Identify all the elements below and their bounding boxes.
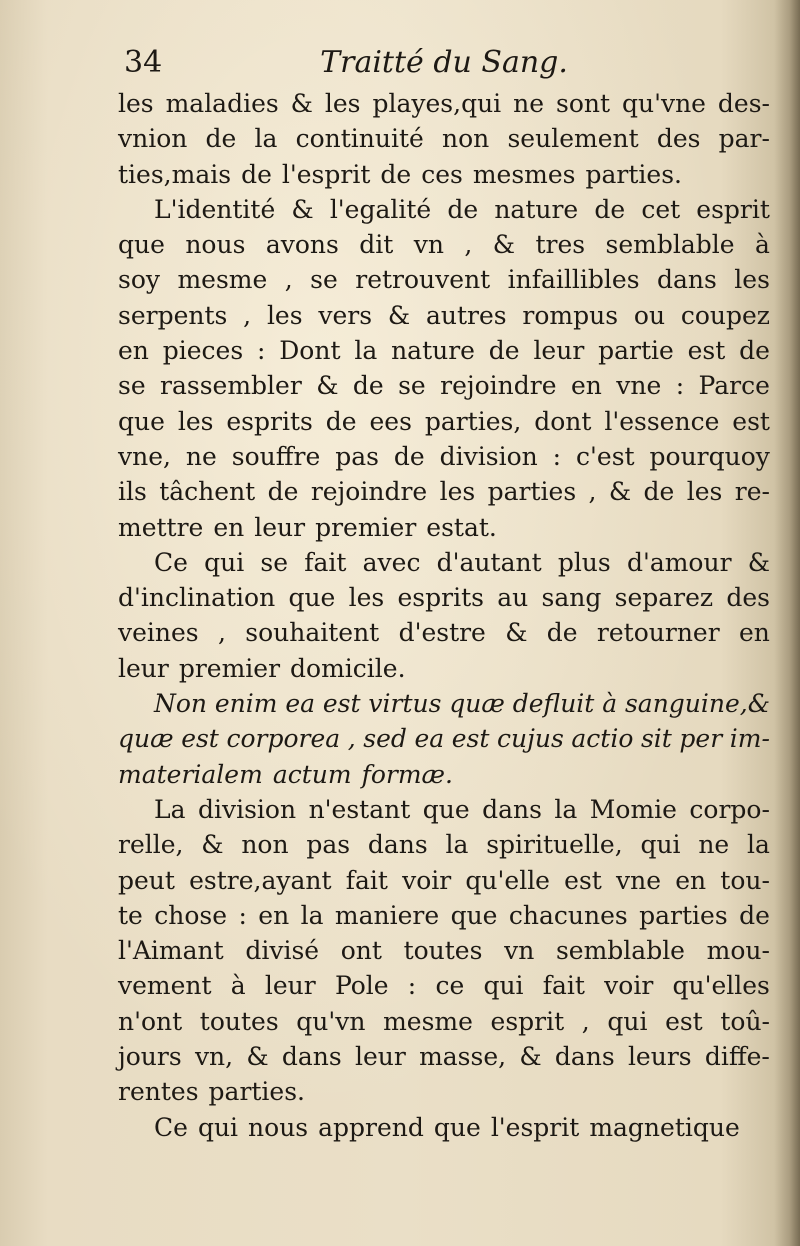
text-line: [118, 545, 770, 580]
word: toutes: [199, 1006, 279, 1036]
word: les: [177, 406, 214, 436]
word: autres: [425, 300, 507, 330]
word: en: [675, 865, 707, 895]
text-line: [118, 757, 770, 792]
text-line: [118, 686, 770, 721]
word: &: [505, 618, 528, 648]
word: de: [643, 477, 675, 507]
word: avec: [362, 547, 421, 577]
word: de: [488, 336, 520, 366]
word: pieces: [162, 336, 244, 366]
text-line: [118, 1074, 770, 1109]
word: que: [422, 794, 470, 824]
word: en: [570, 371, 602, 401]
word: qu'elles: [672, 971, 770, 1001]
word: les: [686, 477, 723, 507]
word: en: [258, 900, 290, 930]
word: les: [348, 583, 385, 613]
word: leur: [118, 653, 169, 683]
word: en: [118, 336, 149, 366]
word: seulement: [507, 124, 639, 154]
text-line: [118, 898, 770, 933]
word: des-: [717, 89, 770, 118]
word: que: [118, 230, 165, 260]
word: la: [354, 336, 378, 366]
word: les: [324, 89, 361, 118]
word: vn: [413, 230, 444, 260]
text-line: [118, 1039, 770, 1074]
word: retourner: [596, 618, 720, 648]
paragraph: [118, 1110, 770, 1145]
word: rejoindre: [310, 477, 428, 507]
text-line: [118, 651, 770, 686]
word: souhaitent: [245, 618, 380, 648]
word: Momie: [589, 794, 677, 824]
word: mettre: [118, 512, 204, 542]
text-line: [118, 121, 770, 156]
word: d'autant: [436, 547, 542, 577]
word: semblable: [605, 230, 735, 260]
word: non: [442, 124, 490, 154]
word: ,: [347, 724, 356, 754]
word: pas: [335, 441, 379, 471]
word: ne: [698, 830, 730, 860]
word: qui: [640, 830, 681, 860]
word: materialem: [118, 759, 263, 789]
page-number: 34: [124, 45, 163, 80]
text-line: [118, 474, 770, 509]
running-head: [118, 40, 770, 86]
word: nature: [391, 336, 475, 366]
text-line: [118, 827, 770, 862]
word: apprend: [318, 1112, 424, 1142]
word: ees: [369, 406, 412, 436]
word: nature: [494, 194, 579, 224]
word: quæ: [449, 689, 505, 719]
word: retrouvent: [355, 265, 491, 295]
word: Parce: [698, 371, 770, 401]
paragraph: [118, 792, 770, 1110]
word: parties.: [585, 159, 682, 189]
word: ,: [464, 230, 473, 260]
word: Dont: [279, 336, 341, 366]
word: sit: [640, 724, 672, 754]
word: division: [197, 794, 297, 824]
word: de: [267, 477, 299, 507]
word: vne: [616, 865, 662, 895]
word: parties,: [424, 406, 522, 436]
word: ,: [588, 477, 597, 507]
word: la: [254, 124, 278, 154]
word: ,: [284, 265, 293, 295]
word: chose: [154, 900, 228, 930]
word: partie: [598, 336, 674, 366]
word: l'esprit: [281, 159, 371, 189]
word: l'esprit: [490, 1112, 580, 1142]
word: L'identité: [154, 194, 276, 224]
word: l'Aimant: [118, 936, 224, 966]
word: leur: [533, 336, 585, 366]
word: est: [732, 406, 770, 436]
word: mesmes: [472, 159, 576, 189]
word: :: [407, 971, 417, 1001]
word: domicile.: [290, 653, 406, 683]
latin-quote-paragraph: [118, 686, 770, 792]
word: ont: [340, 936, 382, 966]
word: leurs: [627, 1042, 692, 1072]
word: sont: [555, 89, 611, 118]
word: ces: [421, 159, 463, 189]
word: dont: [534, 406, 592, 436]
word: de: [205, 124, 237, 154]
word: sanguine,&: [624, 689, 770, 719]
word: à: [754, 230, 770, 260]
word: maniere: [334, 900, 440, 930]
word: masse,: [419, 1042, 507, 1072]
word: de: [352, 371, 384, 401]
word: avons: [265, 230, 339, 260]
word: spirituelle,: [486, 830, 623, 860]
word: au: [497, 583, 529, 613]
word: fait: [542, 971, 585, 1001]
word: defluit: [512, 689, 595, 719]
text-line: [118, 157, 770, 192]
word: pas: [306, 830, 351, 860]
word: que: [118, 406, 165, 436]
word: à: [602, 689, 618, 719]
word: de: [739, 336, 770, 366]
word: dit: [359, 230, 394, 260]
word: La: [154, 794, 186, 824]
word: esprits: [226, 406, 313, 436]
word: est: [564, 865, 602, 895]
word: :: [675, 371, 685, 401]
word: la: [300, 900, 324, 930]
word: de: [380, 159, 412, 189]
word: les: [439, 477, 476, 507]
word: est: [181, 724, 219, 754]
word: &: [291, 194, 314, 224]
word: les: [266, 300, 303, 330]
word: serpents: [118, 300, 228, 330]
text-line: [118, 968, 770, 1003]
word: :: [256, 336, 266, 366]
word: que: [450, 900, 498, 930]
word: soy: [118, 265, 161, 295]
word: ils: [118, 477, 147, 507]
word: &: [290, 89, 313, 118]
word: de: [594, 194, 626, 224]
word: enim: [214, 689, 278, 719]
word: qui: [204, 547, 245, 577]
word: dans: [367, 830, 428, 860]
word: tou-: [720, 865, 770, 895]
word: leur: [264, 971, 316, 1001]
word: de: [546, 618, 578, 648]
word: Ce: [154, 547, 188, 577]
word: ties,mais: [118, 159, 232, 189]
word: semblable: [555, 936, 685, 966]
word: des: [656, 124, 701, 154]
word: rentes: [118, 1077, 199, 1107]
word: vn: [504, 936, 535, 966]
word: que: [433, 1112, 481, 1142]
word: de: [325, 406, 357, 436]
word: im-: [729, 724, 770, 754]
text-line: [118, 439, 770, 474]
word: :: [552, 441, 562, 471]
text-line: [118, 933, 770, 968]
word: d'amour: [626, 547, 732, 577]
gutter-shadow: [774, 0, 800, 1246]
word: divisé: [245, 936, 320, 966]
word: ea: [285, 689, 316, 719]
word: en: [213, 512, 245, 542]
word: Non: [154, 689, 208, 719]
word: esprits: [397, 583, 484, 613]
text-line: [118, 615, 770, 650]
word: l'essence: [604, 406, 720, 436]
word: que: [288, 583, 336, 613]
running-title: Traitté du Sang.: [320, 45, 568, 80]
text-block: [118, 40, 770, 1145]
word: estat.: [426, 512, 497, 542]
word: est: [322, 689, 361, 719]
word: vement: [118, 971, 212, 1001]
text-line: [118, 298, 770, 333]
word: ne: [185, 441, 217, 471]
word: voir: [604, 971, 654, 1001]
word: se: [398, 371, 426, 401]
word: se: [310, 265, 338, 295]
word: sed: [363, 724, 407, 754]
word: pourquoy: [649, 441, 770, 471]
word: de: [739, 900, 770, 930]
word: diffe-: [704, 1042, 770, 1072]
word: leur: [354, 1042, 406, 1072]
word: voir: [402, 865, 452, 895]
word: qu'vn: [296, 1006, 366, 1036]
word: nous: [185, 230, 246, 260]
word: veines: [118, 618, 199, 648]
word: est: [665, 1006, 703, 1036]
text-line: [118, 86, 770, 121]
word: non: [241, 830, 289, 860]
word: te: [118, 900, 143, 930]
word: &: [747, 547, 770, 577]
word: vne,: [118, 441, 171, 471]
word: ne: [513, 89, 545, 118]
text-line: [118, 404, 770, 439]
word: :: [238, 900, 247, 930]
word: esprit: [490, 1006, 565, 1036]
word: estre,ayant: [189, 865, 332, 895]
word: par-: [718, 124, 770, 154]
word: d'estre: [398, 618, 486, 648]
word: magnetique: [589, 1112, 740, 1142]
word: parties.: [208, 1077, 306, 1107]
word: des: [726, 583, 770, 613]
word: qu'vne: [621, 89, 706, 118]
word: toutes: [403, 936, 483, 966]
word: n'ont: [118, 1006, 183, 1036]
word: de: [393, 441, 425, 471]
word: infaillibles: [507, 265, 640, 295]
word: qu'elle: [465, 865, 550, 895]
word: dans: [657, 265, 717, 295]
word: la: [747, 830, 770, 860]
word: souffre: [231, 441, 321, 471]
text-line: [118, 262, 770, 297]
word: parties: [487, 477, 577, 507]
word: qui: [197, 1112, 239, 1142]
word: actum: [272, 759, 352, 789]
word: rompus: [522, 300, 619, 330]
body-text: [118, 86, 770, 1145]
word: la: [554, 794, 578, 824]
word: dans: [554, 1042, 615, 1072]
word: actio: [571, 724, 634, 754]
word: peut: [118, 865, 175, 895]
word: cet: [641, 194, 681, 224]
word: vne: [616, 371, 662, 401]
word: se: [118, 371, 146, 401]
word: vers: [318, 300, 373, 330]
word: chacunes: [508, 900, 628, 930]
text-line: [118, 863, 770, 898]
word: la: [445, 830, 469, 860]
word: vn,: [194, 1042, 234, 1072]
word: esprit: [696, 194, 770, 224]
paragraph: [118, 192, 770, 545]
word: formæ.: [361, 759, 453, 789]
word: toû-: [720, 1006, 770, 1036]
word: dans: [482, 794, 542, 824]
text-line: [118, 192, 770, 227]
word: se: [260, 547, 289, 577]
word: corporea: [226, 724, 341, 754]
word: vnion: [118, 124, 188, 154]
word: Ce: [154, 1112, 188, 1142]
word: qui: [483, 971, 524, 1001]
text-line: [118, 368, 770, 403]
word: maladies: [165, 89, 279, 118]
word: tres: [535, 230, 586, 260]
text-line: [118, 792, 770, 827]
text-line: [118, 580, 770, 615]
word: les: [734, 265, 770, 295]
word: &: [201, 830, 224, 860]
word: c'est: [576, 441, 635, 471]
word: de: [447, 194, 479, 224]
word: &: [387, 300, 411, 330]
word: n'estant: [308, 794, 411, 824]
word: mou-: [706, 936, 770, 966]
word: premier: [178, 653, 281, 683]
word: d'inclination: [118, 583, 276, 613]
word: relle,: [118, 830, 184, 860]
word: nous: [248, 1112, 309, 1142]
word: dans: [281, 1042, 342, 1072]
word: jours: [118, 1042, 182, 1072]
word: les: [118, 89, 154, 118]
word: leur: [254, 512, 306, 542]
text-line: [118, 510, 770, 545]
word: continuité: [295, 124, 424, 154]
word: plus: [557, 547, 611, 577]
paragraph: [118, 86, 770, 192]
word: &: [519, 1042, 542, 1072]
word: ce: [435, 971, 465, 1001]
word: ,: [581, 1006, 590, 1036]
word: mesme: [177, 265, 268, 295]
word: corpo-: [689, 794, 770, 824]
word: ,: [217, 618, 226, 648]
word: est: [687, 336, 726, 366]
word: rassembler: [160, 371, 302, 401]
word: separez: [614, 583, 714, 613]
text-line: [118, 1004, 770, 1039]
word: re-: [734, 477, 770, 507]
word: division: [439, 441, 538, 471]
word: quæ: [118, 724, 174, 754]
word: &: [246, 1042, 269, 1072]
text-line: [118, 1110, 770, 1145]
text-line: [118, 333, 770, 368]
word: &: [316, 371, 339, 401]
word: fait: [345, 865, 388, 895]
word: &: [492, 230, 516, 260]
word: Pole: [334, 971, 389, 1001]
word: l'egalité: [329, 194, 432, 224]
word: tâchent: [159, 477, 256, 507]
word: à: [230, 971, 246, 1001]
word: cujus: [497, 724, 564, 754]
word: coupez: [680, 300, 770, 330]
text-line: [118, 721, 770, 756]
word: de: [241, 159, 272, 189]
word: ea: [414, 724, 445, 754]
word: virtus: [368, 689, 442, 719]
word: mesme: [383, 1006, 473, 1036]
word: &: [608, 477, 632, 507]
word: premier: [315, 512, 417, 542]
word: ou: [633, 300, 666, 330]
word: rejoindre: [440, 371, 557, 401]
word: per: [679, 724, 723, 754]
word: qui: [607, 1006, 648, 1036]
paragraph: [118, 545, 770, 686]
word: fait: [304, 547, 347, 577]
word: sang: [541, 583, 602, 613]
word: parties: [639, 900, 728, 930]
text-line: [118, 227, 770, 262]
word: ,: [243, 300, 252, 330]
word: est: [451, 724, 490, 754]
word: en: [739, 618, 770, 648]
word: playes,qui: [372, 89, 502, 118]
